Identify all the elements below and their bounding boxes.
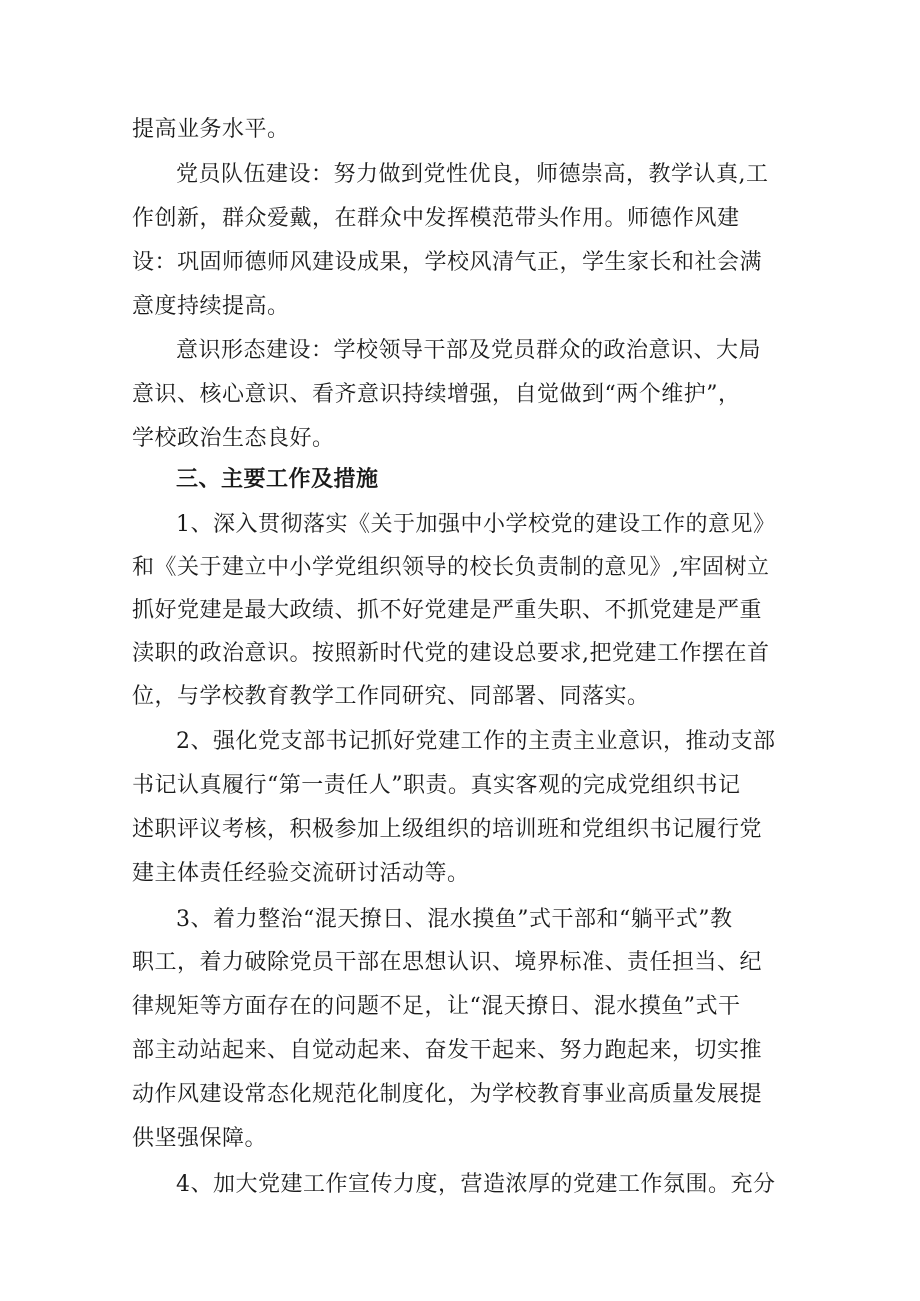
text-line: 位，与学校教育教学工作同研究、同部署、同落实。 bbox=[132, 684, 650, 709]
text-line: 3、着力整治“混天撩日、混水摸鱼”式干部和“躺平式”教 bbox=[176, 907, 733, 932]
text-line: 职工，着力破除党员干部在思想认识、境界标准、责任担当、纪 bbox=[132, 950, 763, 975]
text-line: 意识形态建设：学校领导干部及党员群众的政治意识、大局 bbox=[176, 338, 762, 363]
text-line: 2、强化党支部书记抓好党建工作的主责主业意识，推动支部 bbox=[176, 729, 776, 754]
text-line: 党员队伍建设：努力做到党性优良，师德崇高，教学认真,工 bbox=[176, 162, 769, 187]
text-line: 供坚强保障。 bbox=[132, 1126, 268, 1151]
text-line: 律规矩等方面存在的问题不足，让“混天撩日、混水摸鱼”式干 bbox=[132, 994, 741, 1019]
text-line: 部主动站起来、自觉动起来、奋发干起来、努力跑起来，切实推 bbox=[132, 1038, 763, 1063]
text-line: 述职评议考核，积极参加上级组织的培训班和党组织书记履行党 bbox=[132, 817, 763, 842]
text-line: 建主体责任经验交流研讨活动等。 bbox=[132, 861, 470, 886]
text-line: 书记认真履行“第一责任人”职责。真实客观的完成党组织书记 bbox=[132, 773, 741, 798]
text-line: 作创新，群众爱戴，在群众中发挥模范带头作用。师德作风建 bbox=[132, 206, 740, 231]
text-line: 4、加大党建工作宣传力度，营造浓厚的党建工作氛围。充分 bbox=[176, 1172, 776, 1197]
text-line: 1、深入贯彻落实《关于加强中小学校党的建设工作的意见》 bbox=[176, 512, 776, 537]
text-line: 抓好党建是最大政绩、抓不好党建是严重失职、不抓党建是严重 bbox=[132, 598, 763, 623]
section-heading: 三、主要工作及措施 bbox=[176, 467, 379, 492]
text-line: 学校政治生态良好。 bbox=[132, 426, 335, 451]
text-line: 提高业务水平。 bbox=[132, 117, 290, 142]
text-line: 设：巩固师德师风建设成果，学校风清气正，学生家长和社会满 bbox=[132, 250, 763, 275]
text-line: 意识、核心意识、看齐意识持续增强，自觉做到“两个维护”， bbox=[132, 382, 741, 407]
text-line: 意度持续提高。 bbox=[132, 294, 290, 319]
text-line: 动作风建设常态化规范化制度化，为学校教育事业高质量发展提 bbox=[132, 1082, 763, 1107]
text-line: 和《关于建立中小学党组织领导的校长负责制的意见》,牢固树立 bbox=[132, 555, 770, 580]
text-line: 渎职的政治意识。按照新时代党的建设总要求,把党建工作摆在首 bbox=[132, 641, 770, 666]
